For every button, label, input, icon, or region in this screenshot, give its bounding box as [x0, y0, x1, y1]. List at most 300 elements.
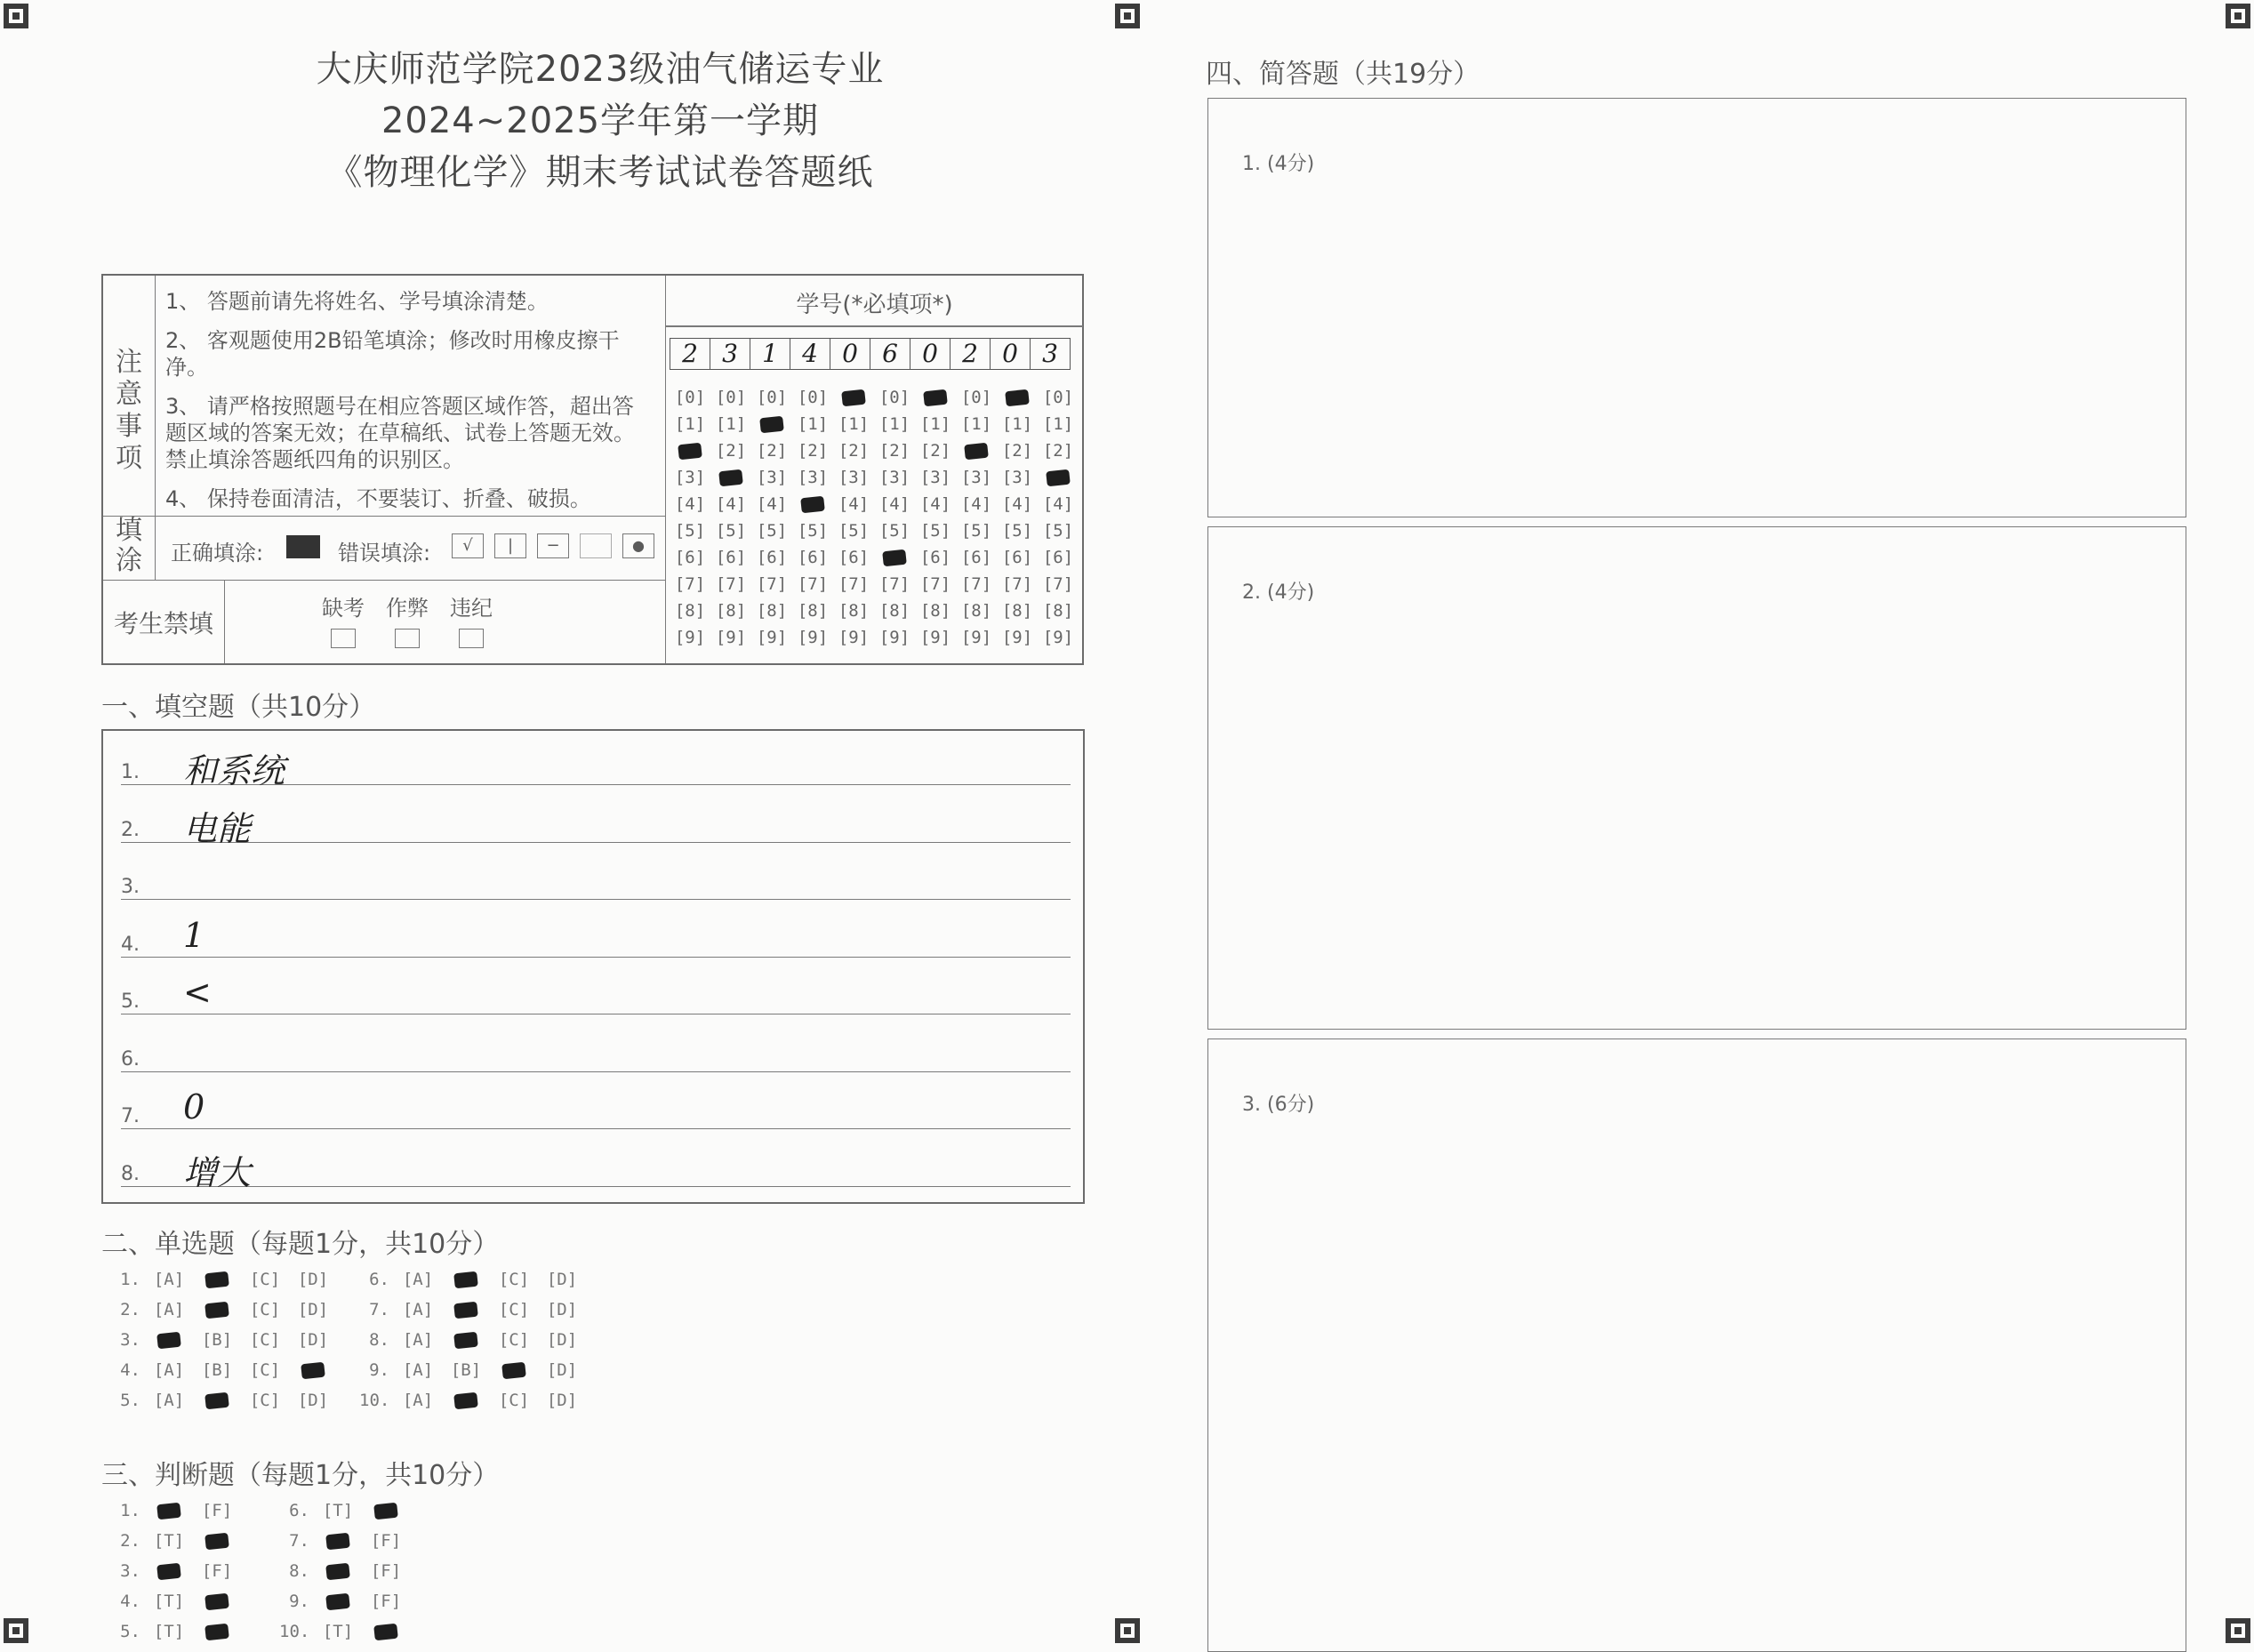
student-id-digit[interactable]: 0: [830, 339, 870, 369]
student-id-bubble[interactable]: [2]: [797, 441, 829, 461]
wrong-sample-check: √: [452, 533, 484, 558]
tf-question-number: 3.: [120, 1561, 140, 1581]
mc-option[interactable]: [D]: [297, 1391, 329, 1410]
fill-answer-handwriting[interactable]: 1: [183, 915, 205, 955]
student-id-digit[interactable]: 2: [670, 339, 710, 369]
short-answer-box-3[interactable]: [1207, 1039, 2186, 1652]
fill-answer-handwriting[interactable]: 电能: [183, 808, 252, 848]
student-id-bubble[interactable]: [8]: [960, 601, 992, 621]
mc-option[interactable]: [446, 1270, 485, 1289]
mc-option[interactable]: [D]: [297, 1330, 329, 1350]
student-id-bubble[interactable]: [9]: [715, 628, 747, 647]
fill-answer-line: [121, 1071, 1071, 1072]
student-id-bubble[interactable]: [0]: [797, 388, 829, 407]
tf-option[interactable]: [F]: [370, 1531, 402, 1551]
student-id-bubble[interactable]: [2]: [878, 441, 910, 461]
forbidden-absent-box[interactable]: [331, 629, 356, 648]
mc-option-filled-mark: [453, 1392, 478, 1410]
tf-option[interactable]: [318, 1531, 357, 1551]
student-id-bubble[interactable]: [4]: [674, 494, 706, 514]
notice-label-char: 注: [116, 347, 142, 378]
student-id-bubble[interactable]: [915, 388, 956, 407]
student-id-digit[interactable]: 6: [870, 339, 910, 369]
corner-mark-bottom-middle: [1115, 1618, 1140, 1643]
mc-option[interactable]: [A]: [153, 1300, 185, 1319]
tf-question-number: 7.: [289, 1531, 309, 1551]
mc-option-filled-mark: [501, 1362, 526, 1380]
student-id-bubble[interactable]: [0]: [756, 388, 788, 407]
student-id-bubble-filled-mark: [718, 469, 743, 487]
mc-option[interactable]: [A]: [402, 1270, 434, 1289]
mc-option[interactable]: [D]: [297, 1270, 329, 1289]
tf-option-filled-mark: [325, 1593, 350, 1611]
student-id-bubble[interactable]: [5]: [878, 521, 910, 541]
short-answer-box-1[interactable]: [1207, 98, 2186, 517]
student-id-bubble[interactable]: [1]: [960, 414, 992, 434]
student-id-digit[interactable]: 3: [1042, 339, 1058, 368]
student-id-bubble[interactable]: [4]: [838, 494, 870, 514]
forbidden-violation: [450, 590, 493, 648]
fill-question-number: 3.: [121, 876, 140, 898]
mc-option-filled-mark: [453, 1302, 478, 1319]
student-id-bubble[interactable]: [0]: [878, 388, 910, 407]
notice-label-char: 事: [116, 411, 142, 442]
tf-option[interactable]: [197, 1622, 237, 1641]
tf-option-filled-mark: [205, 1533, 229, 1551]
tf-option-filled-mark: [205, 1593, 229, 1611]
mc-question-number: 6.: [369, 1270, 389, 1289]
wrong-fill-label: 错误填涂:: [338, 541, 431, 565]
student-id-bubble[interactable]: [956, 441, 997, 461]
student-id-bubble[interactable]: [997, 388, 1038, 407]
student-id-bubble[interactable]: [3]: [1001, 468, 1033, 487]
student-id-bubble[interactable]: [8]: [797, 601, 829, 621]
student-id-bubble[interactable]: [2]: [919, 441, 951, 461]
student-id-bubble[interactable]: [833, 388, 874, 407]
mc-question: [110, 1330, 333, 1350]
tf-option[interactable]: [197, 1592, 237, 1611]
student-id-bubble[interactable]: [792, 494, 833, 514]
student-id-bubble[interactable]: [6]: [797, 548, 829, 567]
mc-question: [359, 1330, 582, 1350]
student-id-bubble[interactable]: [7]: [1042, 574, 1074, 594]
fill-in-answer-box: [101, 729, 1085, 1204]
mc-option[interactable]: [B]: [201, 1360, 233, 1380]
fill-answer-handwriting[interactable]: <: [183, 973, 212, 1012]
mc-option[interactable]: [A]: [402, 1330, 434, 1350]
correct-fill-sample: [286, 535, 320, 558]
fill-question-number: 6.: [121, 1047, 140, 1071]
short-answer-label-2: 2. (4分): [1242, 581, 1315, 604]
tf-option[interactable]: [T]: [153, 1531, 185, 1551]
student-id-bubble[interactable]: [0]: [960, 388, 992, 407]
mc-question-number: 5.: [120, 1391, 140, 1410]
mc-option[interactable]: [C]: [249, 1330, 281, 1350]
corner-mark-bottom-right: [2226, 1618, 2250, 1643]
student-id-bubble[interactable]: [0]: [674, 388, 706, 407]
student-id-bubble[interactable]: [9]: [674, 628, 706, 647]
student-id-bubble[interactable]: [9]: [1001, 628, 1033, 647]
student-id-bubble[interactable]: [0]: [1042, 388, 1074, 407]
mc-question: [359, 1391, 582, 1410]
tf-question: [110, 1531, 237, 1551]
student-id-bubble-row: [670, 624, 1079, 651]
tf-option[interactable]: [366, 1622, 405, 1641]
student-id-bubble[interactable]: [9]: [797, 628, 829, 647]
student-id-bubble[interactable]: [4]: [1001, 494, 1033, 514]
student-id-bubble-row: [670, 437, 1079, 464]
mc-option[interactable]: [197, 1391, 237, 1410]
student-id-bubble[interactable]: [5]: [674, 521, 706, 541]
tf-option[interactable]: [197, 1531, 237, 1551]
forbidden-absent-label: 缺考: [322, 596, 365, 621]
student-id-bubble[interactable]: [3]: [674, 468, 706, 487]
student-id-bubble[interactable]: [5]: [1001, 521, 1033, 541]
student-id-bubble[interactable]: [8]: [674, 601, 706, 621]
mc-option[interactable]: [C]: [249, 1391, 281, 1410]
mc-option[interactable]: [B]: [450, 1360, 482, 1380]
tf-option-filled-mark: [156, 1563, 181, 1581]
mc-option[interactable]: [A]: [153, 1391, 185, 1410]
tf-question: [279, 1622, 405, 1641]
student-id-bubble[interactable]: [8]: [756, 601, 788, 621]
student-id-bubble[interactable]: [5]: [797, 521, 829, 541]
student-id-bubble[interactable]: [3]: [919, 468, 951, 487]
short-answer-label-1: 1. (4分): [1242, 153, 1315, 175]
student-id-bubble[interactable]: [7]: [1001, 574, 1033, 594]
forbidden-violation-box[interactable]: [459, 629, 484, 648]
student-id-bubble-filled-mark: [759, 416, 784, 434]
tf-option[interactable]: [149, 1561, 189, 1581]
student-id-bubble[interactable]: [1]: [878, 414, 910, 434]
fill-question-number: 1.: [121, 761, 140, 783]
mc-question: [110, 1360, 333, 1380]
notice-label: [103, 347, 155, 475]
student-id-bubble[interactable]: [6]: [1042, 548, 1074, 567]
notice-item-3: 3、 请严格按照题号在相应答题区域作答，超出答题区域的答案无效；在草稿纸、试卷上答题无效。禁止填涂答题纸四角的识别区。: [165, 394, 635, 472]
mc-option[interactable]: [446, 1391, 485, 1410]
tf-question-number: 8.: [289, 1561, 309, 1581]
tf-option[interactable]: [318, 1592, 357, 1611]
student-id-bubble[interactable]: [2]: [756, 441, 788, 461]
student-id-bubble[interactable]: [5]: [756, 521, 788, 541]
student-id-bubble[interactable]: [9]: [878, 628, 910, 647]
student-id-bubble-row: [670, 464, 1079, 491]
student-id-bubble[interactable]: [9]: [838, 628, 870, 647]
student-id-bubble[interactable]: [4]: [1042, 494, 1074, 514]
exam-title-line2: 2024~2025学年第一学期: [381, 100, 820, 141]
mc-option[interactable]: [A]: [402, 1391, 434, 1410]
student-id-bubble[interactable]: [4]: [756, 494, 788, 514]
fill-question-number: 7.: [121, 1105, 140, 1127]
student-id-bubble[interactable]: [5]: [919, 521, 951, 541]
student-id-bubble[interactable]: [1]: [797, 414, 829, 434]
tf-question: [110, 1561, 237, 1581]
student-id-divider: [666, 325, 1083, 327]
student-id-bubble[interactable]: [7]: [838, 574, 870, 594]
student-id-bubble[interactable]: [8]: [838, 601, 870, 621]
student-id-bubble[interactable]: [7]: [715, 574, 747, 594]
student-id-bubble[interactable]: [8]: [919, 601, 951, 621]
student-id-bubble[interactable]: [5]: [1042, 521, 1074, 541]
mc-option[interactable]: [C]: [249, 1300, 281, 1319]
exam-title-line3: 《物理化学》期末考试试卷答题纸: [326, 152, 874, 193]
mc-option[interactable]: [149, 1330, 189, 1350]
tf-option[interactable]: [T]: [322, 1501, 354, 1520]
student-id-bubble[interactable]: [6]: [838, 548, 870, 567]
mc-question-number: 4.: [120, 1360, 140, 1380]
student-id-bubble[interactable]: [9]: [1042, 628, 1074, 647]
mc-option[interactable]: [A]: [402, 1300, 434, 1319]
fill-answer-handwriting[interactable]: 0: [183, 1087, 205, 1127]
mc-option[interactable]: [D]: [297, 1300, 329, 1319]
student-id-bubble[interactable]: [7]: [919, 574, 951, 594]
tf-option[interactable]: [T]: [153, 1622, 185, 1641]
student-id-bubble[interactable]: [1]: [1042, 414, 1074, 434]
tf-option[interactable]: [318, 1561, 357, 1581]
student-id-bubble[interactable]: [1]: [838, 414, 870, 434]
fill-answer-line: [121, 957, 1071, 958]
mc-option[interactable]: [D]: [546, 1391, 578, 1410]
student-id-bubble[interactable]: [7]: [797, 574, 829, 594]
mc-question: [110, 1270, 333, 1289]
mc-option[interactable]: [446, 1300, 485, 1319]
student-id-bubble[interactable]: [8]: [1001, 601, 1033, 621]
info-panel: [101, 274, 1084, 665]
wrong-sample-dot: ●: [622, 533, 654, 558]
fill-answer-line: [121, 842, 1071, 843]
student-id-bubble-row: [670, 571, 1079, 597]
corner-mark-bottom-left: [4, 1618, 28, 1643]
student-id-bubble[interactable]: [7]: [756, 574, 788, 594]
forbidden-label: 考生禁填: [114, 609, 214, 638]
student-id-bubble-filled-mark: [800, 496, 825, 514]
tf-question: [279, 1501, 405, 1520]
mc-question-number: 1.: [120, 1270, 140, 1289]
tf-question: [279, 1561, 405, 1581]
section1-heading: 一、填空题（共10分）: [101, 692, 376, 723]
student-id-bubble[interactable]: [0]: [715, 388, 747, 407]
fill-question-number: 4.: [121, 933, 140, 956]
forbidden-absent: [322, 590, 365, 648]
student-id-digit[interactable]: 0: [991, 339, 1031, 369]
mc-option[interactable]: [C]: [498, 1300, 530, 1319]
student-id-bubble[interactable]: [2]: [1001, 441, 1033, 461]
student-id-bubble[interactable]: [6]: [756, 548, 788, 567]
mc-option[interactable]: [A]: [153, 1270, 185, 1289]
tf-option[interactable]: [T]: [153, 1592, 185, 1611]
notice-item-1: 1、 答题前请先将姓名、学号填涂清楚。: [165, 289, 549, 314]
student-id-digit[interactable]: 4: [790, 339, 830, 369]
tf-question-number: 9.: [289, 1592, 309, 1611]
forbidden-cheat: [386, 590, 429, 648]
student-id-bubble[interactable]: [3]: [838, 468, 870, 487]
student-id-bubble[interactable]: [5]: [960, 521, 992, 541]
student-id-bubble-row: [670, 411, 1079, 437]
mc-option-filled-mark: [453, 1271, 478, 1289]
mc-option-filled-mark: [205, 1302, 229, 1319]
mc-option[interactable]: [C]: [498, 1270, 530, 1289]
tf-option[interactable]: [F]: [201, 1501, 233, 1520]
student-id-bubble[interactable]: [8]: [1042, 601, 1074, 621]
mc-question-number: 7.: [369, 1300, 389, 1319]
student-id-bubble-row: [670, 544, 1079, 571]
fill-answer-handwriting[interactable]: 和系统: [183, 751, 285, 790]
mc-option[interactable]: [197, 1300, 237, 1319]
tf-question: [279, 1531, 405, 1551]
student-id-bubble[interactable]: [1038, 468, 1079, 487]
fill-question-number: 8.: [121, 1162, 140, 1185]
mc-option[interactable]: [B]: [201, 1330, 233, 1350]
section2-heading: 二、单选题（每题1分，共10分）: [101, 1229, 500, 1260]
mc-option[interactable]: [293, 1360, 333, 1380]
student-id-bubble[interactable]: [2]: [1042, 441, 1074, 461]
tf-question: [110, 1622, 237, 1641]
tf-option[interactable]: [149, 1501, 189, 1520]
student-id-bubble[interactable]: [2]: [715, 441, 747, 461]
student-id-digit[interactable]: 1: [750, 339, 790, 369]
student-id-bubble-filled-mark: [1005, 389, 1030, 407]
notice-label-cell: [103, 276, 156, 516]
mc-option[interactable]: [A]: [402, 1360, 434, 1380]
tf-question-number: 1.: [120, 1501, 140, 1520]
student-id-bubble[interactable]: [6]: [1001, 548, 1033, 567]
mc-option[interactable]: [C]: [498, 1330, 530, 1350]
notice-block: [103, 276, 665, 517]
student-id-bubble[interactable]: [1]: [1001, 414, 1033, 434]
tf-question-number: 4.: [120, 1592, 140, 1611]
student-id-bubble[interactable]: [3]: [878, 468, 910, 487]
mc-question-number: 8.: [369, 1330, 389, 1350]
mc-option[interactable]: [A]: [153, 1360, 185, 1380]
mc-option[interactable]: [446, 1330, 485, 1350]
student-id-bubble[interactable]: [3]: [756, 468, 788, 487]
student-id-bubble[interactable]: [3]: [797, 468, 829, 487]
student-id-bubble[interactable]: [874, 548, 915, 567]
tf-option[interactable]: [F]: [370, 1592, 402, 1611]
student-id-bubble[interactable]: [1]: [674, 414, 706, 434]
student-id-bubble[interactable]: [5]: [838, 521, 870, 541]
tf-question: [279, 1592, 405, 1611]
correct-fill-label: 正确填涂:: [171, 541, 264, 565]
student-id-bubble[interactable]: [1]: [715, 414, 747, 434]
student-id-title: 学号(*必填项*): [796, 292, 953, 318]
student-id-bubble-grid: [670, 384, 1079, 651]
mc-option[interactable]: [197, 1270, 237, 1289]
tf-option[interactable]: [F]: [201, 1561, 233, 1581]
student-id-bubble[interactable]: [9]: [919, 628, 951, 647]
mc-option-filled-mark: [205, 1392, 229, 1410]
student-id-bubble[interactable]: [751, 414, 792, 434]
tf-option-filled-mark: [325, 1563, 350, 1581]
student-id-bubble[interactable]: [9]: [756, 628, 788, 647]
student-id-bubble[interactable]: [3]: [960, 468, 992, 487]
student-id-bubble[interactable]: [4]: [878, 494, 910, 514]
fill-answer-line: [121, 1186, 1071, 1187]
section3-heading: 三、判断题（每题1分，共10分）: [101, 1460, 500, 1491]
short-answer-box-2[interactable]: [1207, 526, 2186, 1030]
student-id-bubble-row: [670, 491, 1079, 517]
corner-mark-top-left: [4, 4, 28, 28]
mc-option[interactable]: [D]: [546, 1330, 578, 1350]
student-id-bubble[interactable]: [7]: [960, 574, 992, 594]
mc-option[interactable]: [C]: [249, 1270, 281, 1289]
tf-option[interactable]: [F]: [370, 1561, 402, 1581]
student-id-bubble[interactable]: [8]: [715, 601, 747, 621]
fill-example-row: [103, 516, 665, 581]
tf-question-number: 2.: [120, 1531, 140, 1551]
mc-option[interactable]: [C]: [249, 1360, 281, 1380]
student-id-bubble[interactable]: [7]: [674, 574, 706, 594]
student-id-bubble[interactable]: [4]: [960, 494, 992, 514]
mc-option[interactable]: [D]: [546, 1300, 578, 1319]
fill-answer-line: [121, 899, 1071, 900]
student-id-bubble[interactable]: [9]: [960, 628, 992, 647]
tf-option-filled-mark: [373, 1503, 398, 1520]
student-id-bubble-filled-mark: [882, 549, 907, 567]
notice-item-2: 2、 客观题使用2B铅笔填涂；修改时用橡皮擦干净。: [165, 328, 620, 380]
tf-option[interactable]: [366, 1501, 405, 1520]
student-id-bubble[interactable]: [6]: [715, 548, 747, 567]
student-id-digit[interactable]: 2: [951, 339, 991, 369]
corner-mark-top-right: [2226, 4, 2250, 28]
student-id-digit[interactable]: 3: [710, 339, 750, 369]
mc-option[interactable]: [D]: [546, 1270, 578, 1289]
mc-option[interactable]: [D]: [546, 1360, 578, 1380]
wrong-fill-samples: [452, 533, 654, 558]
student-id-bubble[interactable]: [2]: [838, 441, 870, 461]
corner-mark-top-middle: [1115, 4, 1140, 28]
mc-option[interactable]: [494, 1360, 533, 1380]
student-id-bubble[interactable]: [4]: [919, 494, 951, 514]
mc-option[interactable]: [C]: [498, 1391, 530, 1410]
tf-option[interactable]: [T]: [322, 1622, 354, 1641]
student-id-bubble[interactable]: [4]: [715, 494, 747, 514]
student-id-bubble[interactable]: [6]: [674, 548, 706, 567]
fill-answer-handwriting[interactable]: 增大: [183, 1152, 252, 1192]
tf-option-filled-mark: [373, 1624, 398, 1641]
section4-heading: 四、简答题（共19分）: [1206, 59, 1480, 90]
student-id-bubble-filled-mark: [923, 389, 948, 407]
wrong-sample-dash: −: [537, 533, 569, 558]
student-id-bubble-filled-mark: [1046, 469, 1071, 487]
notice-label-char: 意: [116, 379, 142, 410]
forbidden-cheat-box[interactable]: [395, 629, 420, 648]
forbidden-row: [103, 580, 665, 663]
wrong-sample-blank: [580, 533, 612, 558]
student-id-digit[interactable]: 0: [910, 339, 951, 369]
student-id-bubble[interactable]: [1]: [919, 414, 951, 434]
student-id-bubble[interactable]: [6]: [960, 548, 992, 567]
student-id-bubble[interactable]: [670, 441, 710, 461]
forbidden-violation-label: 违纪: [450, 596, 493, 621]
student-id-bubble[interactable]: [6]: [919, 548, 951, 567]
fill-label-char: 涂: [116, 545, 142, 576]
fill-label: [103, 516, 155, 576]
student-id-bubble[interactable]: [8]: [878, 601, 910, 621]
exam-title-line1: 大庆师范学院2023级油气储运专业: [316, 49, 885, 90]
student-id-bubble[interactable]: [710, 468, 751, 487]
tf-option-filled-mark: [156, 1503, 181, 1520]
student-id-bubble[interactable]: [7]: [878, 574, 910, 594]
notice-label-char: 项: [116, 443, 142, 474]
fill-label-char: 填: [116, 515, 142, 546]
mc-option-filled-mark: [453, 1332, 478, 1350]
student-id-bubble-row: [670, 517, 1079, 544]
student-id-bubble[interactable]: [5]: [715, 521, 747, 541]
mc-question: [359, 1360, 582, 1380]
mc-question: [359, 1300, 582, 1319]
